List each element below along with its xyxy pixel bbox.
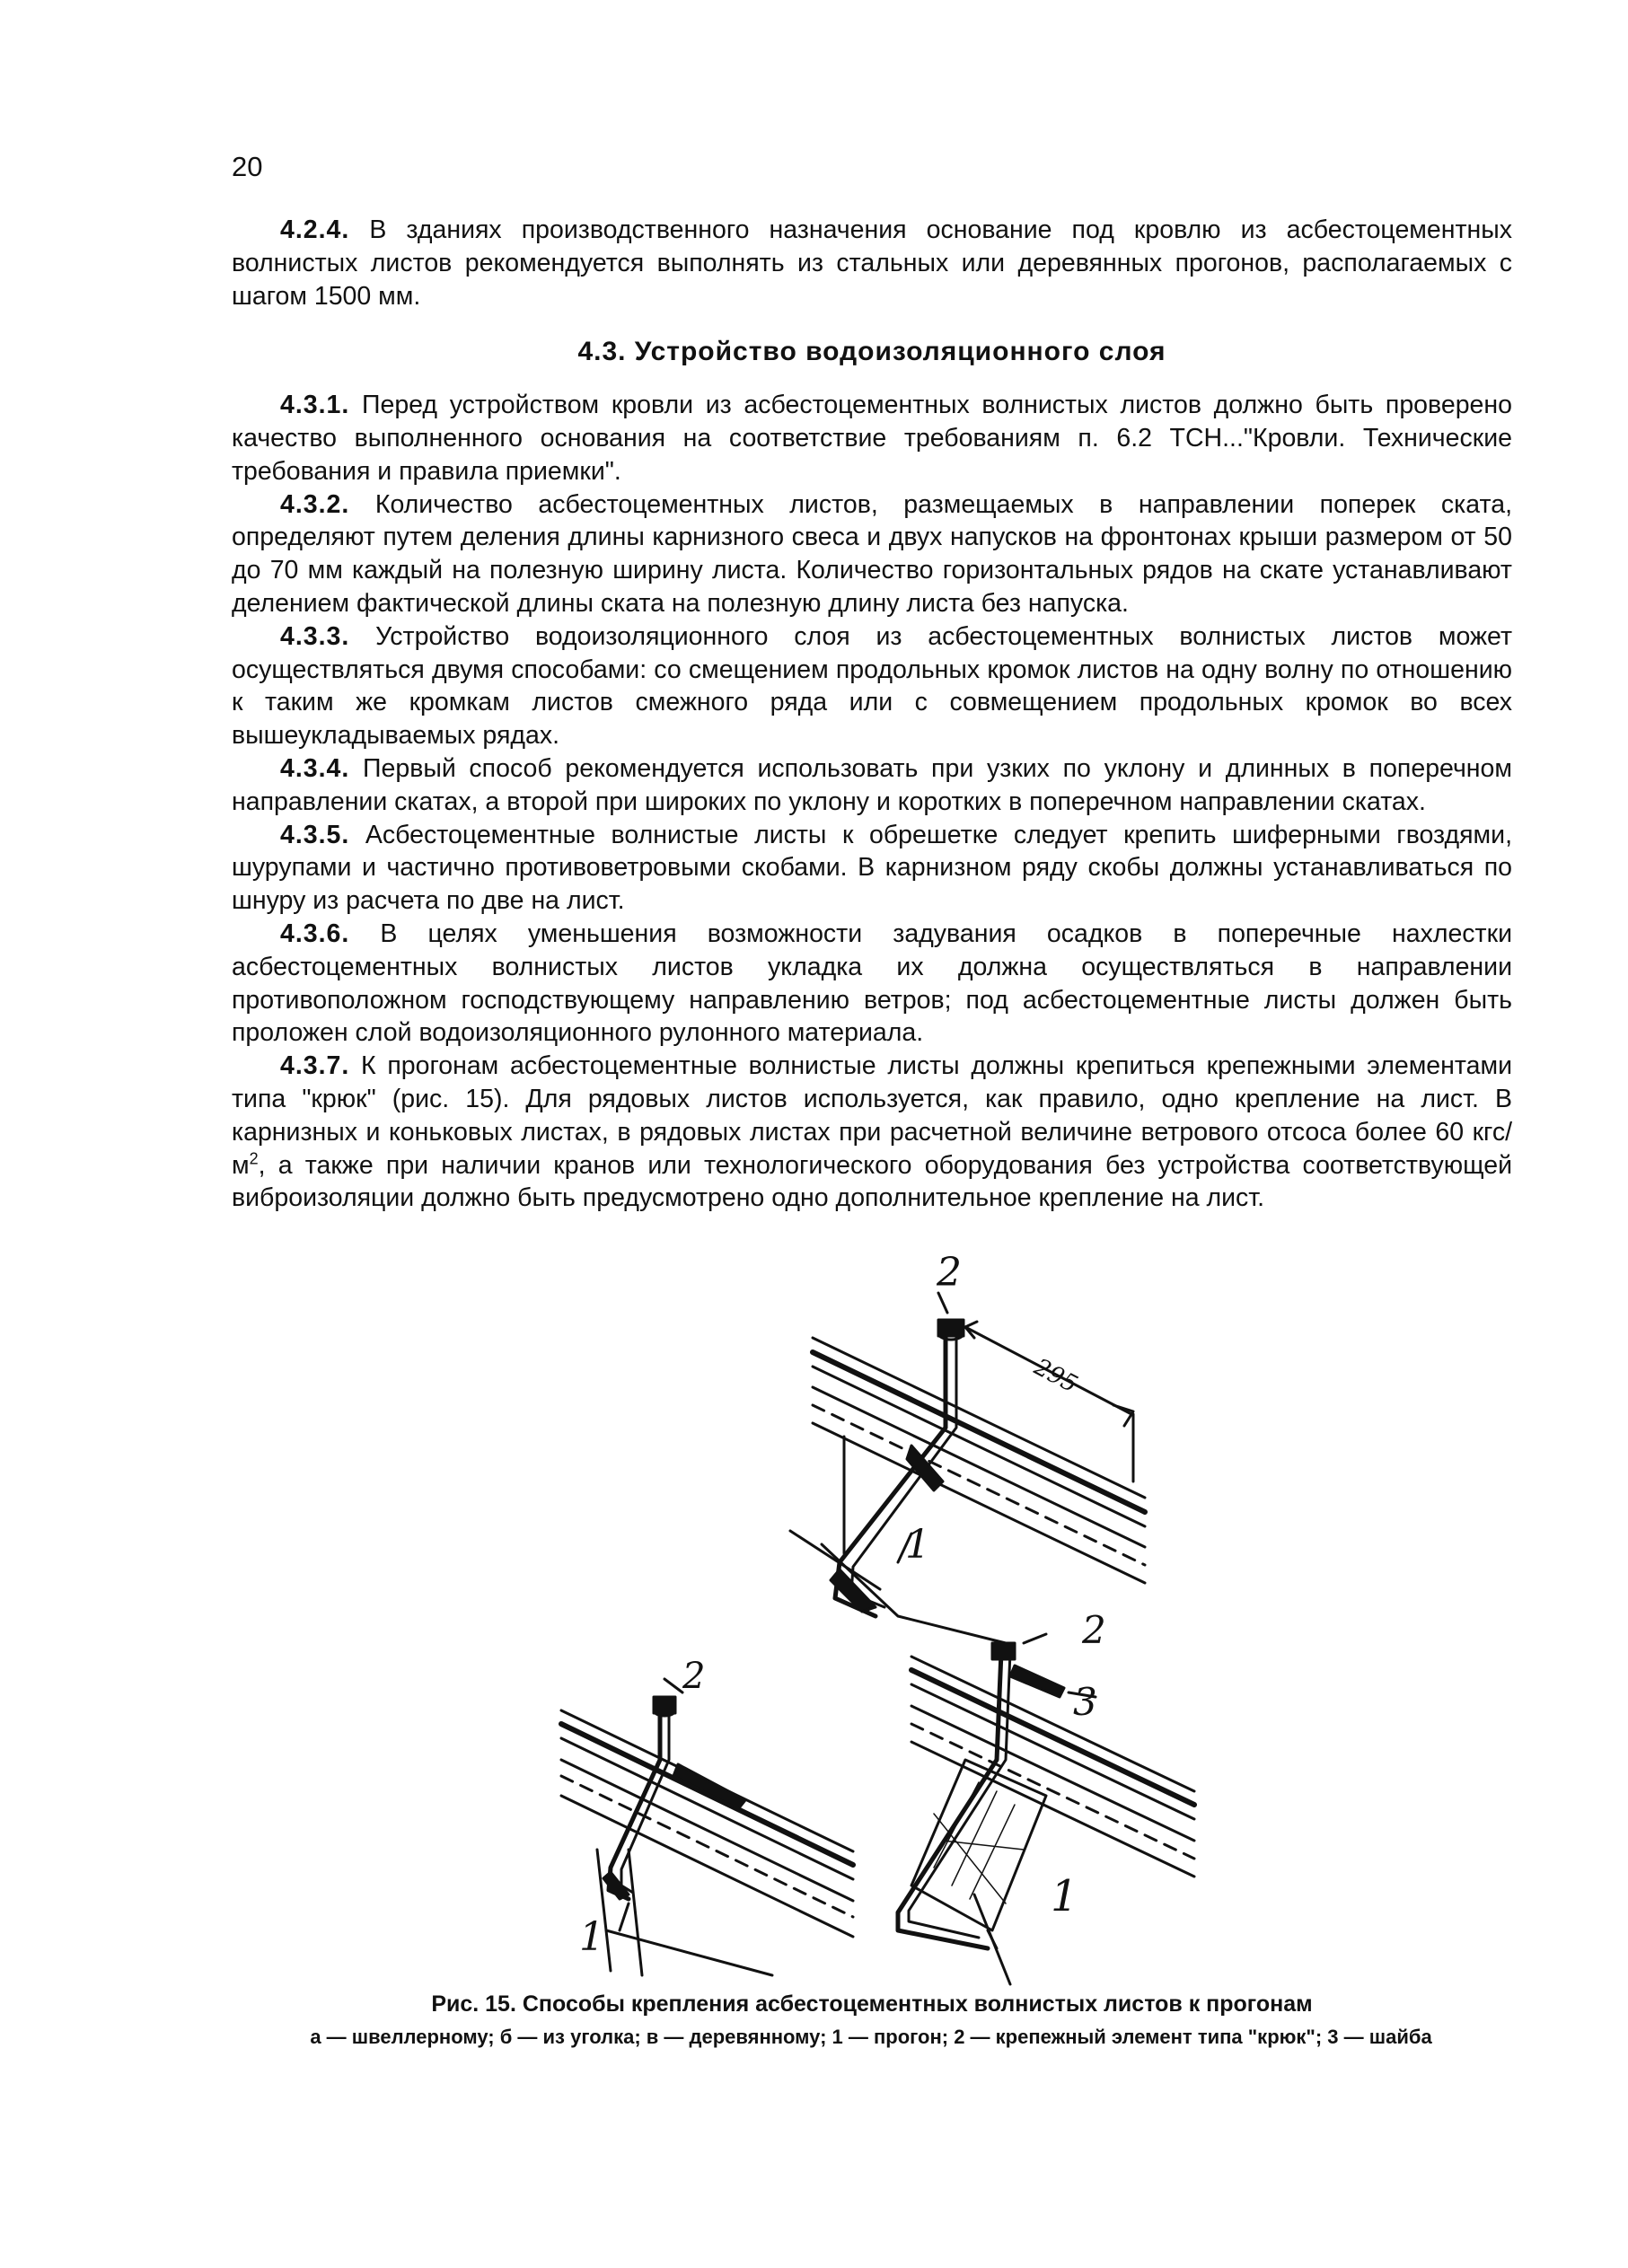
figure-caption-title: Рис. 15. Способы крепления асбестоцементных волнистых листов к прогонам [431, 1991, 1313, 2017]
clause-text: К прогонам асбестоцементные волнистые листы должны крепиться крепежными элементами типа "крюк" (рис. 15). Для рядовых листов используется, как правило, одно крепление на лист. В карнизных и коньковых листах, в рядовых листах при расчетной величине ветрового отсоса более 60 кгс/м [232, 1051, 1512, 1180]
clause-text: Количество асбестоцементных листов, размещаемых в направлении поперек ската, определяют путем деления длины карнизного свеса и двух напусков на фронтонах крыши размером от 50 до 70 мм каждый на полезную ширину листа. Количество горизонтальных рядов на скате устанавливают делением фактической длины ската на полезную длину листа без напуска. [232, 489, 1512, 618]
label-1-left: 1 [579, 1914, 604, 1960]
label-1-top: 1 [905, 1522, 930, 1568]
section-title: 4.3. Устройство водоизоляционного слоя [577, 337, 1166, 367]
clause-text: Устройство водоизоляционного слоя из асбестоцементных волнистых листов может осуществляться двумя способами: со смещением продольных кромок листов на одну волну по отношению к таким же кромкам листов смежного ряда или с совмещением продольных кромок во всех вышеукладываемых рядах. [232, 621, 1512, 751]
clause-text-cont: , а также при наличии кранов или технологического оборудования без устройства соответствующей виброизоляции должно быть предусмотрено одно дополнительное крепление на лист. [232, 1150, 1512, 1213]
label-3-right: 3 [1073, 1680, 1097, 1724]
clause-text: Перед устройством кровли из асбестоцементных волнистых листов должно быть проверено качество выполненного основания на соответствие требованиям п. 6.2 ТСН..."Кровли. Технические требования и правила приемки". [232, 391, 1512, 486]
clause-number: 4.3.3. [280, 621, 350, 651]
figure-caption-legend: а — швеллерному; б — из уголка; в — деревянному; 1 — прогон; 2 — крепежный элемент типа "крюк"; 3 — шайба [310, 2026, 1432, 2048]
superscript: 2 [249, 1149, 259, 1168]
clause-number: 4.3.6. [280, 919, 350, 948]
detail-b [561, 1679, 853, 1975]
detail-a [790, 1293, 1145, 1643]
clause-text: В зданиях производственного назначения основание под кровлю из асбестоцементных волнистых листов рекомендуется выполнять из стальных или деревянных прогонов, располагаемых с шагом 1500 мм. [232, 215, 1512, 311]
clause-number: 4.3.2. [280, 489, 350, 519]
clause-text: В целях уменьшения возможности задувания осадков в поперечные нахлестки асбестоцементных волнистых листов укладка их должна осуществляться в направлении противоположном господствующему направлению ветров; под асбестоцементные листы должен быть проложен слой водоизоляционного рулонного материала. [232, 919, 1512, 1048]
label-2-left: 2 [682, 1656, 706, 1697]
label-2-right: 2 [1082, 1608, 1106, 1652]
clause-number: 4.2.4. [280, 215, 350, 244]
label-2-top: 2 [937, 1250, 962, 1296]
detail-c [898, 1634, 1194, 1984]
label-1-right: 1 [1051, 1871, 1078, 1921]
clause-number: 4.3.7. [280, 1051, 350, 1081]
clause-number: 4.3.5. [280, 820, 350, 849]
clause-number: 4.3.4. [280, 753, 350, 783]
clause-number: 4.3.1. [280, 391, 350, 420]
page-number: 20 [232, 151, 263, 182]
dimension-label-295: 295 [1029, 1353, 1082, 1399]
clause-text: Первый способ рекомендуется использовать при узких по уклону и длинных в поперечном направлении скатах, а второй при широких по уклону и коротких в поперечном направлении скатах. [232, 753, 1512, 816]
clause-text: Асбестоцементные волнистые листы к обрешетке следует крепить шиферными гвоздями, шурупами и частично противоветровыми скобами. В карнизном ряду скобы должны устанавливаться по шнуру из расчета по две на лист. [232, 820, 1512, 916]
